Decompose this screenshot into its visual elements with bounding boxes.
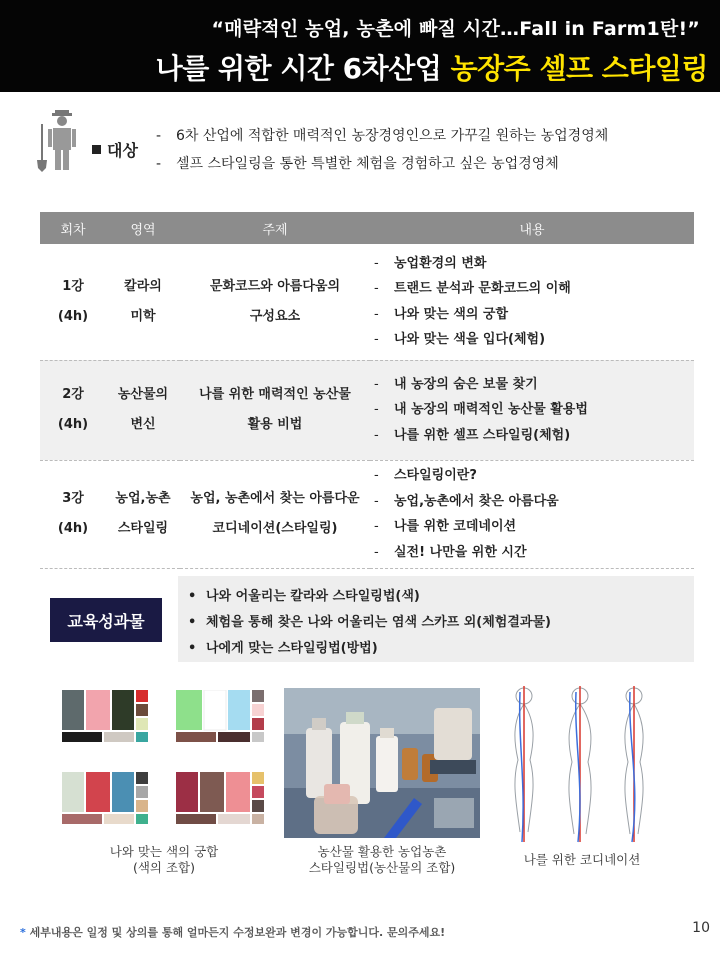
list-item: - 트랜드 분석과 문화코드의 이해 [374,281,571,297]
topic-cell: 농업, 농촌에서 찾는 아름다운 코디네이션(스타일링) [180,460,370,568]
title-banner [0,0,720,92]
header-topic: 주제 [180,212,370,244]
list-item: - 나를 위한 셀프 스타일링(체험) [374,427,571,443]
target-list [156,122,608,178]
area-cell: 칼라의 미학 [106,244,180,360]
session-cell: 2강 (4h) [40,360,106,460]
list-item: - 나와 맞는 색의 궁합 [374,306,509,322]
topic-cell: 문화코드와 아름다움의 구성요소 [180,244,370,360]
target-section [36,108,716,188]
target-label: 대상 [92,138,138,161]
banner-title-highlight: 농장주 셀프 스타일링 [450,52,708,85]
area-cell: 농업,농촌 스타일링 [106,460,180,568]
target-item: - 셀프 스타일링을 통한 특별한 체험을 경험하고 싶은 농업경영체 [156,156,559,172]
content-cell [370,244,694,360]
farmer-icon [36,108,86,174]
list-item: - 농업환경의 변화 [374,255,487,271]
agricultural-products-photo [284,688,480,838]
color-combination-image [62,690,270,826]
table-row [40,460,694,568]
page-number: 10 [692,920,710,936]
photo-gallery [0,680,720,880]
content-cell [370,360,694,460]
session-cell: 3강 (4h) [40,460,106,568]
list-item: • 나에게 맞는 스타일링법(방법) [188,641,378,656]
list-item: - 내 농장의 숨은 보물 찾기 [374,376,538,392]
coordination-sketch-image [494,682,670,846]
banner-subtitle: “매략적인 농업, 농촌에 빠질 시간…Fall in Farm1탄!” [211,18,700,40]
table-header-row [40,212,694,244]
list-item: - 실전! 나만을 위한 시간 [374,544,527,560]
content-cell [370,460,694,568]
session-cell: 1강 (4h) [40,244,106,360]
photo-caption: 농산물 활용한 농업농촌 스타일링법(농산물의 조합) [308,844,456,875]
header-session: 회차 [40,212,106,244]
footer-note: * 세부내용은 일정 및 상의를 통해 얼마든지 수정보완과 변경이 가능합니다. 문의주세요! [20,926,446,939]
list-item: - 내 농장의 매력적인 농산물 활용법 [374,402,588,418]
header-content: 내용 [370,212,694,244]
topic-cell: 나를 위한 매력적인 농산물 활용 비법 [180,360,370,460]
header-area: 영역 [106,212,180,244]
list-item: - 나와 맞는 색을 입다(체험) [374,332,546,348]
target-item: - 6차 산업에 적합한 매력적인 농장경영인으로 가꾸길 원하는 농업경영체 [156,128,609,144]
photo-caption: 나를 위한 코디네이션 [523,852,641,867]
table-row [40,244,694,360]
table-row [40,360,694,460]
curriculum-table [40,212,694,569]
list-item: • 나와 어울리는 칼라와 스타일링법(색) [188,589,420,604]
results-label: 교육성과물 [50,598,162,642]
list-item: - 농업,농촌에서 찾은 아름다움 [374,493,559,509]
list-item: • 체험을 통해 찾은 나와 어울리는 염색 스카프 외(체험결과물) [188,615,551,630]
list-item: - 나를 위한 코데네이션 [374,519,517,534]
banner-title [156,47,708,87]
list-item: - 스타일링이란? [374,468,477,483]
area-cell: 농산물의 변신 [106,360,180,460]
results-list [178,576,694,662]
photo-caption: 나와 맞는 색의 궁합 (색의 조합) [109,844,219,875]
banner-title-prefix: 나를 위한 시간 6차산업 [155,52,451,85]
